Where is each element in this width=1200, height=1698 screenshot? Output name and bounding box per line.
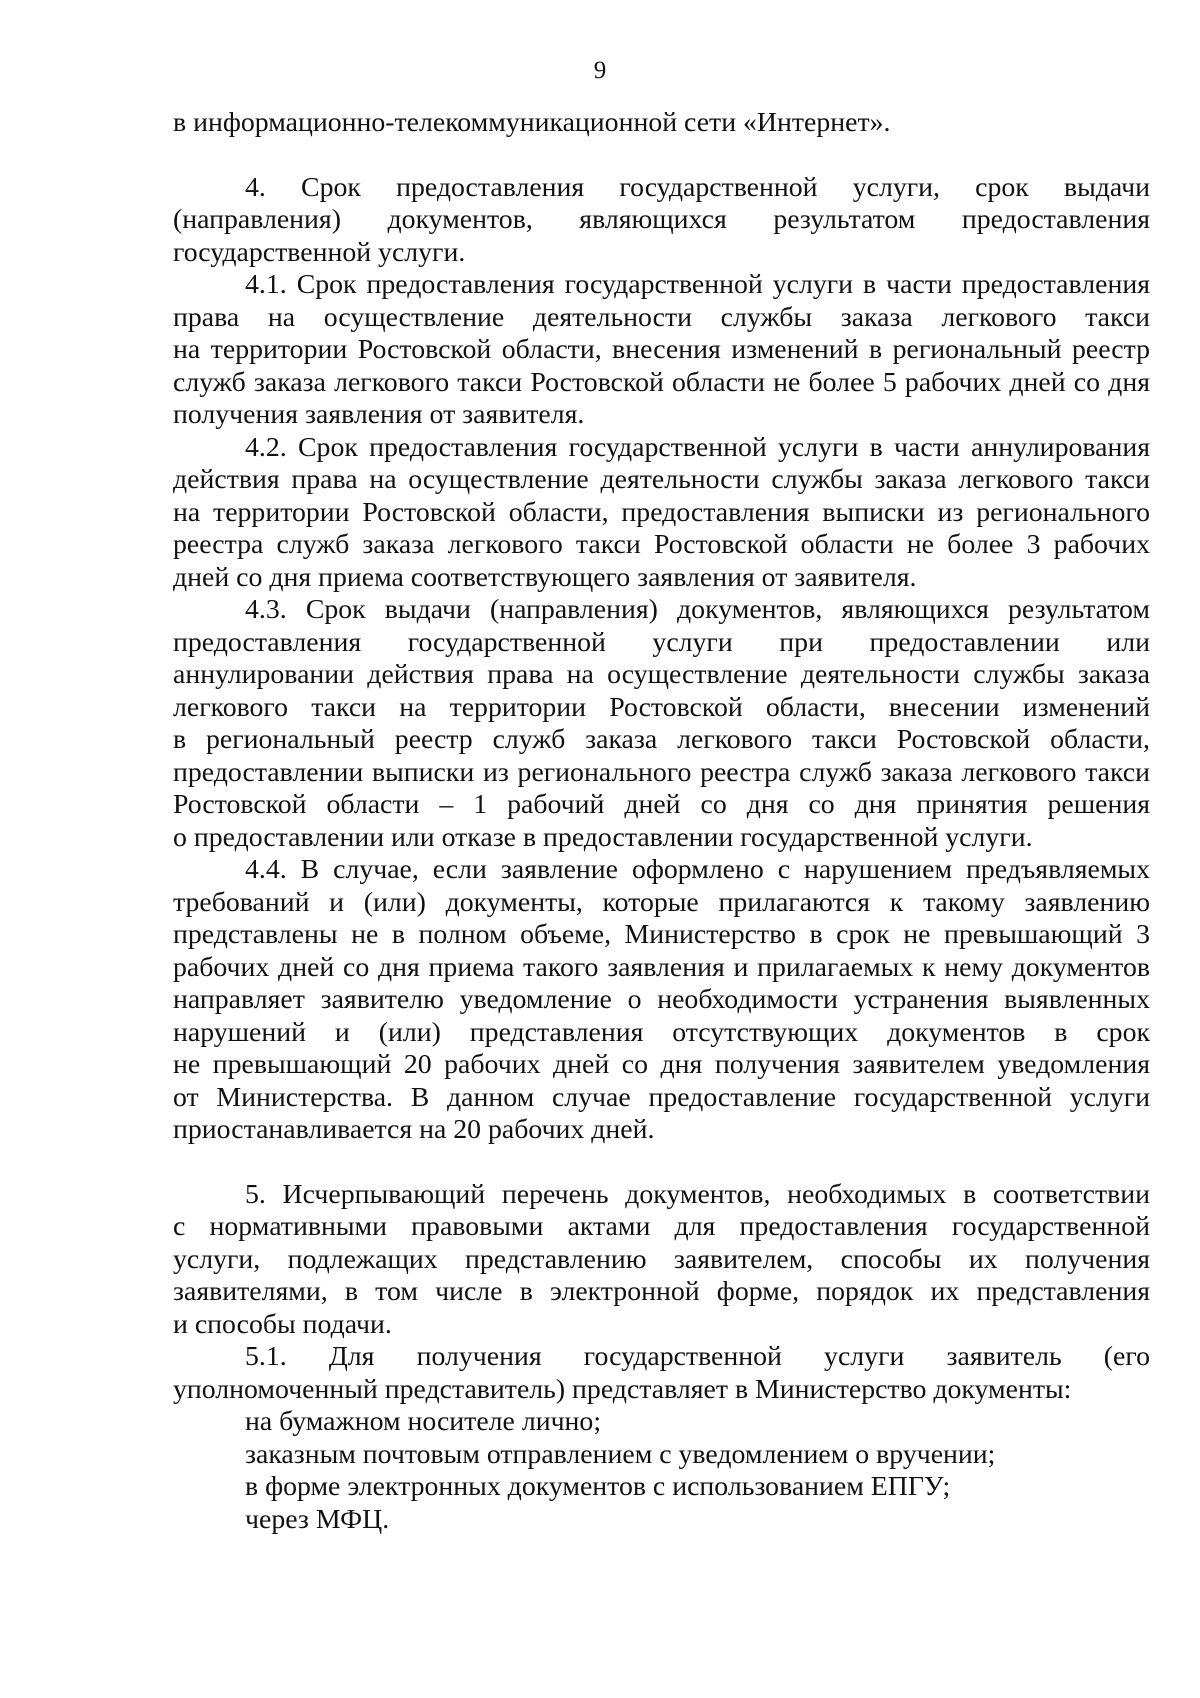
text-line: (направления) документов, являющихся результатом предоставления	[173, 204, 1150, 235]
text-line: 5. Исчерпывающий перечень документов, необходимых в соответствии	[245, 1178, 1150, 1210]
text-line: уполномоченный представитель) представляет в Министерство документы:	[173, 1373, 1072, 1405]
text-line: 4.3. Срок выдачи (направления) документов, являющихся результатом	[245, 594, 1150, 625]
text-line: 4.4. В случае, если заявление оформлено с нарушением предъявляемых	[245, 854, 1150, 885]
text-line: в региональный реестр служб заказа легкового такси Ростовской области,	[173, 724, 1150, 755]
text-line: Ростовской области – 1 рабочий дней со дня со дня принятия решения	[173, 789, 1150, 820]
text-line: действия права на осуществление деятельности службы заказа легкового такси	[173, 464, 1150, 495]
text-line: предоставления государственной услуги при предоставлении или	[173, 626, 1150, 658]
text-line: от Министерства. В данном случае предоставление государственной услуги	[173, 1081, 1150, 1113]
text-line: через МФЦ.	[245, 1503, 390, 1535]
text-line: 4. Срок предоставления государственной услуги, срок выдачи	[245, 171, 1150, 203]
text-line: предоставлении выписки из регионального реестра служб заказа легкового такси	[173, 756, 1150, 788]
text-line: и способы подачи.	[173, 1308, 392, 1340]
text-line: легкового такси на территории Ростовской области, внесении изменений	[173, 691, 1150, 723]
page-number: 9	[593, 57, 607, 84]
text-line: заявителями, в том числе в электронной форме, порядок их представления	[173, 1276, 1150, 1307]
text-line: приостанавливается на 20 рабочих дней.	[173, 1114, 655, 1145]
document-body	[173, 107, 1150, 1536]
text-line: в форме электронных документов с использованием ЕПГУ;	[245, 1471, 951, 1502]
text-line: 5.1. Для получения государственной услуги заявитель (его	[245, 1341, 1150, 1372]
text-line: направляет заявителю уведомление о необходимости устранения выявленных	[173, 984, 1150, 1015]
text-line: заказным почтовым отправлением с уведомлением о вручении;	[245, 1438, 996, 1470]
text-line: государственной услуги.	[173, 236, 466, 268]
text-line: получения заявления от заявителя.	[173, 399, 585, 430]
text-line: на территории Ростовской области, внесения изменений в региональный реестр	[173, 334, 1150, 365]
text-line: рабочих дней со дня приема такого заявления и прилагаемых к нему документов	[173, 951, 1150, 983]
text-line: служб заказа легкового такси Ростовской области не более 5 рабочих дней со дня	[173, 366, 1150, 398]
text-line: представлены не в полном объеме, Министерство в срок не превышающий 3	[173, 919, 1150, 950]
text-line: о предоставлении или отказе в предоставлении государственной услуги.	[173, 821, 1033, 853]
text-line: дней со дня приема соответствующего заявления от заявителя.	[173, 561, 917, 593]
text-line: на территории Ростовской области, предоставления выписки из регионального	[173, 496, 1150, 528]
text-line: нарушений и (или) представления отсутствующих документов в срок	[173, 1016, 1150, 1048]
text-line: аннулировании действия права на осуществление деятельности службы заказа	[173, 659, 1150, 690]
paragraph-gap	[173, 1147, 1150, 1179]
paragraph-gap	[173, 140, 1150, 172]
text-line: в информационно-телекоммуникационной сети «Интернет».	[173, 107, 891, 138]
text-line: на бумажном носителе лично;	[245, 1406, 602, 1437]
text-line: требований и (или) документы, которые прилагаются к такому заявлению	[173, 886, 1150, 918]
text-line: 4.1. Срок предоставления государственной услуги в части предоставления	[245, 269, 1150, 300]
text-line: с нормативными правовыми актами для предоставления государственной	[173, 1211, 1150, 1242]
text-line: права на осуществление деятельности службы заказа легкового такси	[173, 301, 1150, 333]
text-line: не превышающий 20 рабочих дней со дня получения заявителем уведомления	[173, 1049, 1150, 1080]
text-line: реестра служб заказа легкового такси Ростовской области не более 3 рабочих	[173, 529, 1150, 560]
text-line: услуги, подлежащих представлению заявителем, способы их получения	[173, 1243, 1150, 1275]
text-line: 4.2. Срок предоставления государственной услуги в части аннулирования	[245, 431, 1150, 463]
